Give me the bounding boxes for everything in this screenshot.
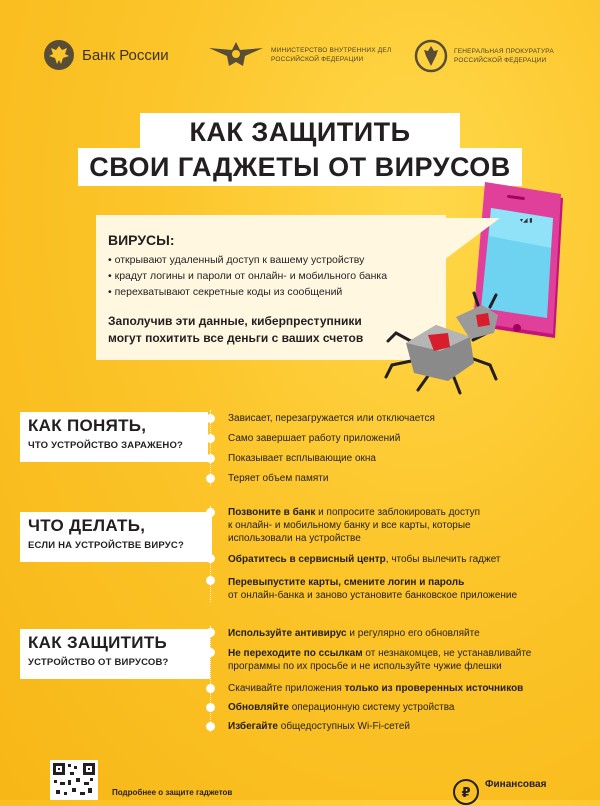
section3-item-2-bold: Не переходите по ссылкам xyxy=(228,648,363,659)
section2-title: ЧТО ДЕЛАТЬ, xyxy=(28,516,146,535)
section3-item-2-rest: от незнакомцев, не устанавливайте xyxy=(362,648,532,659)
section2-item-3-line2: от онлайн-банка и заново установите банковское приложение xyxy=(228,590,518,601)
section2-dot-3 xyxy=(206,576,215,585)
section2-item-1-bold: Позвоните в банк xyxy=(228,507,316,518)
section2-item-1-rest: и попросите заблокировать доступ xyxy=(315,507,481,518)
qr-code-icon[interactable] xyxy=(50,760,98,800)
section3-item-1-rest: и регулярно его обновляйте xyxy=(346,628,480,639)
prosecutor-emblem-icon xyxy=(414,38,448,74)
mvd-line1: МИНИСТЕРСТВО ВНУТРЕННИХ ДЕЛ xyxy=(271,47,392,54)
section2-dot-1 xyxy=(206,508,215,517)
section1-item-4: Теряет объем памяти xyxy=(228,473,329,484)
section3-item-1-bold: Используйте антивирус xyxy=(228,628,347,639)
section3-title: КАК ЗАЩИТИТЬ xyxy=(28,633,168,652)
section2-item-1 xyxy=(228,506,573,519)
ruble-icon xyxy=(452,778,480,806)
svg-text:₽: ₽ xyxy=(461,786,471,801)
section3-dot-3 xyxy=(206,684,215,693)
virus-bullet-3: • перехватывают секретные коды из сообщений xyxy=(108,286,342,299)
section2-item-1-line2: к онлайн- и мобильному банку и все карты, которые xyxy=(228,520,471,531)
header-logos xyxy=(42,38,558,82)
prosecutor-line2: РОССИЙСКОЙ ФЕДЕРАЦИИ xyxy=(454,57,547,64)
title-line2: СВОИ ГАДЖЕТЫ ОТ ВИРУСОВ xyxy=(78,148,522,186)
prosecutor-logo xyxy=(414,38,554,74)
section1-subtitle: ЧТО УСТРОЙСТВО ЗАРАЖЕНО? xyxy=(28,440,184,451)
financial-literacy-label: Финансовая xyxy=(485,779,547,790)
section1-title: КАК ПОНЯТЬ, xyxy=(28,416,147,435)
section1-dot-3 xyxy=(206,454,215,463)
viruses-heading: ВИРУСЫ: xyxy=(108,232,175,248)
virus-conclusion-line1: Заполучив эти данные, киберпреступники xyxy=(108,314,362,328)
section2-item-2 xyxy=(228,553,573,566)
section1-item-1: Зависает, перезагружается или отключается xyxy=(228,413,435,424)
section3-item-2 xyxy=(228,647,573,660)
section3-dot-1 xyxy=(206,628,215,637)
section1-dot-4 xyxy=(206,474,215,483)
mvd-logo xyxy=(207,38,391,72)
phone-status-bar: ▾◢ ▮ xyxy=(520,218,533,224)
section3-item-5 xyxy=(228,720,573,733)
section3-dot-4 xyxy=(206,703,215,712)
section2-dot-2 xyxy=(206,554,215,563)
section2-item-1-line3: использовали на устройстве xyxy=(228,533,361,544)
section3-item-1 xyxy=(228,627,573,640)
bank-russia-logo xyxy=(42,38,169,72)
section3-dot-5 xyxy=(206,722,215,731)
section3-item-4 xyxy=(228,701,573,714)
section3-item-4-rest: операционную систему устройства xyxy=(288,702,455,713)
eagle-emblem-icon xyxy=(42,38,76,72)
virus-bullet-1: • открывают удаленный доступ к вашему устройству xyxy=(108,254,364,267)
section3-item-5-rest: общедоступных Wi-Fi-сетей xyxy=(277,721,410,732)
section2-item-2-rest: , чтобы вылечить гаджет xyxy=(385,554,501,565)
section3-item-3 xyxy=(228,682,573,695)
section3-item-2-line2: программы по их просьбе и не используйте чужие флешки xyxy=(228,661,502,672)
section3-item-5-bold: Избегайте xyxy=(228,721,278,732)
section3-item-4-bold: Обновляйте xyxy=(228,702,289,713)
mvd-line2: РОССИЙСКОЙ ФЕДЕРАЦИИ xyxy=(271,56,364,63)
mvd-label xyxy=(271,46,391,64)
prosecutor-label xyxy=(454,47,554,65)
section3-divider xyxy=(210,626,211,732)
title-line1: КАК ЗАЩИТИТЬ xyxy=(140,113,460,151)
mvd-eagle-icon xyxy=(207,38,265,72)
section1-dot-1 xyxy=(206,414,215,423)
section2-item-2-bold: Обратитесь в сервисный центр xyxy=(228,554,386,565)
section2-subtitle: ЕСЛИ НА УСТРОЙСТВЕ ВИРУС? xyxy=(28,540,184,551)
section3-subtitle: УСТРОЙСТВО ОТ ВИРУСОВ? xyxy=(28,657,169,668)
virus-bug-illustration xyxy=(378,285,518,400)
bank-name: Банк России xyxy=(82,46,169,64)
bubble-tail xyxy=(440,218,500,263)
section3-item-3-pre: Скачивайте приложения xyxy=(228,683,345,694)
virus-bullet-2: • крадут логины и пароли от онлайн- и мобильного банка xyxy=(108,270,387,283)
section1-item-3: Показывает всплывающие окна xyxy=(228,453,376,464)
section1-dot-2 xyxy=(206,434,215,443)
section1-item-2: Само завершает работу приложений xyxy=(228,433,401,444)
section3-item-3-bold: только из проверенных источников xyxy=(344,683,524,694)
section2-item-3 xyxy=(228,576,573,589)
section2-item-3-bold: Перевыпустите карты, смените логин и пароль xyxy=(228,577,465,588)
more-info-text: Подробнее о защите гаджетов xyxy=(112,788,233,797)
virus-conclusion-line2: могут похитить все деньги с ваших счетов xyxy=(108,331,364,345)
prosecutor-line1: ГЕНЕРАЛЬНАЯ ПРОКУРАТУРА xyxy=(454,48,554,55)
section3-dot-2 xyxy=(206,648,215,657)
